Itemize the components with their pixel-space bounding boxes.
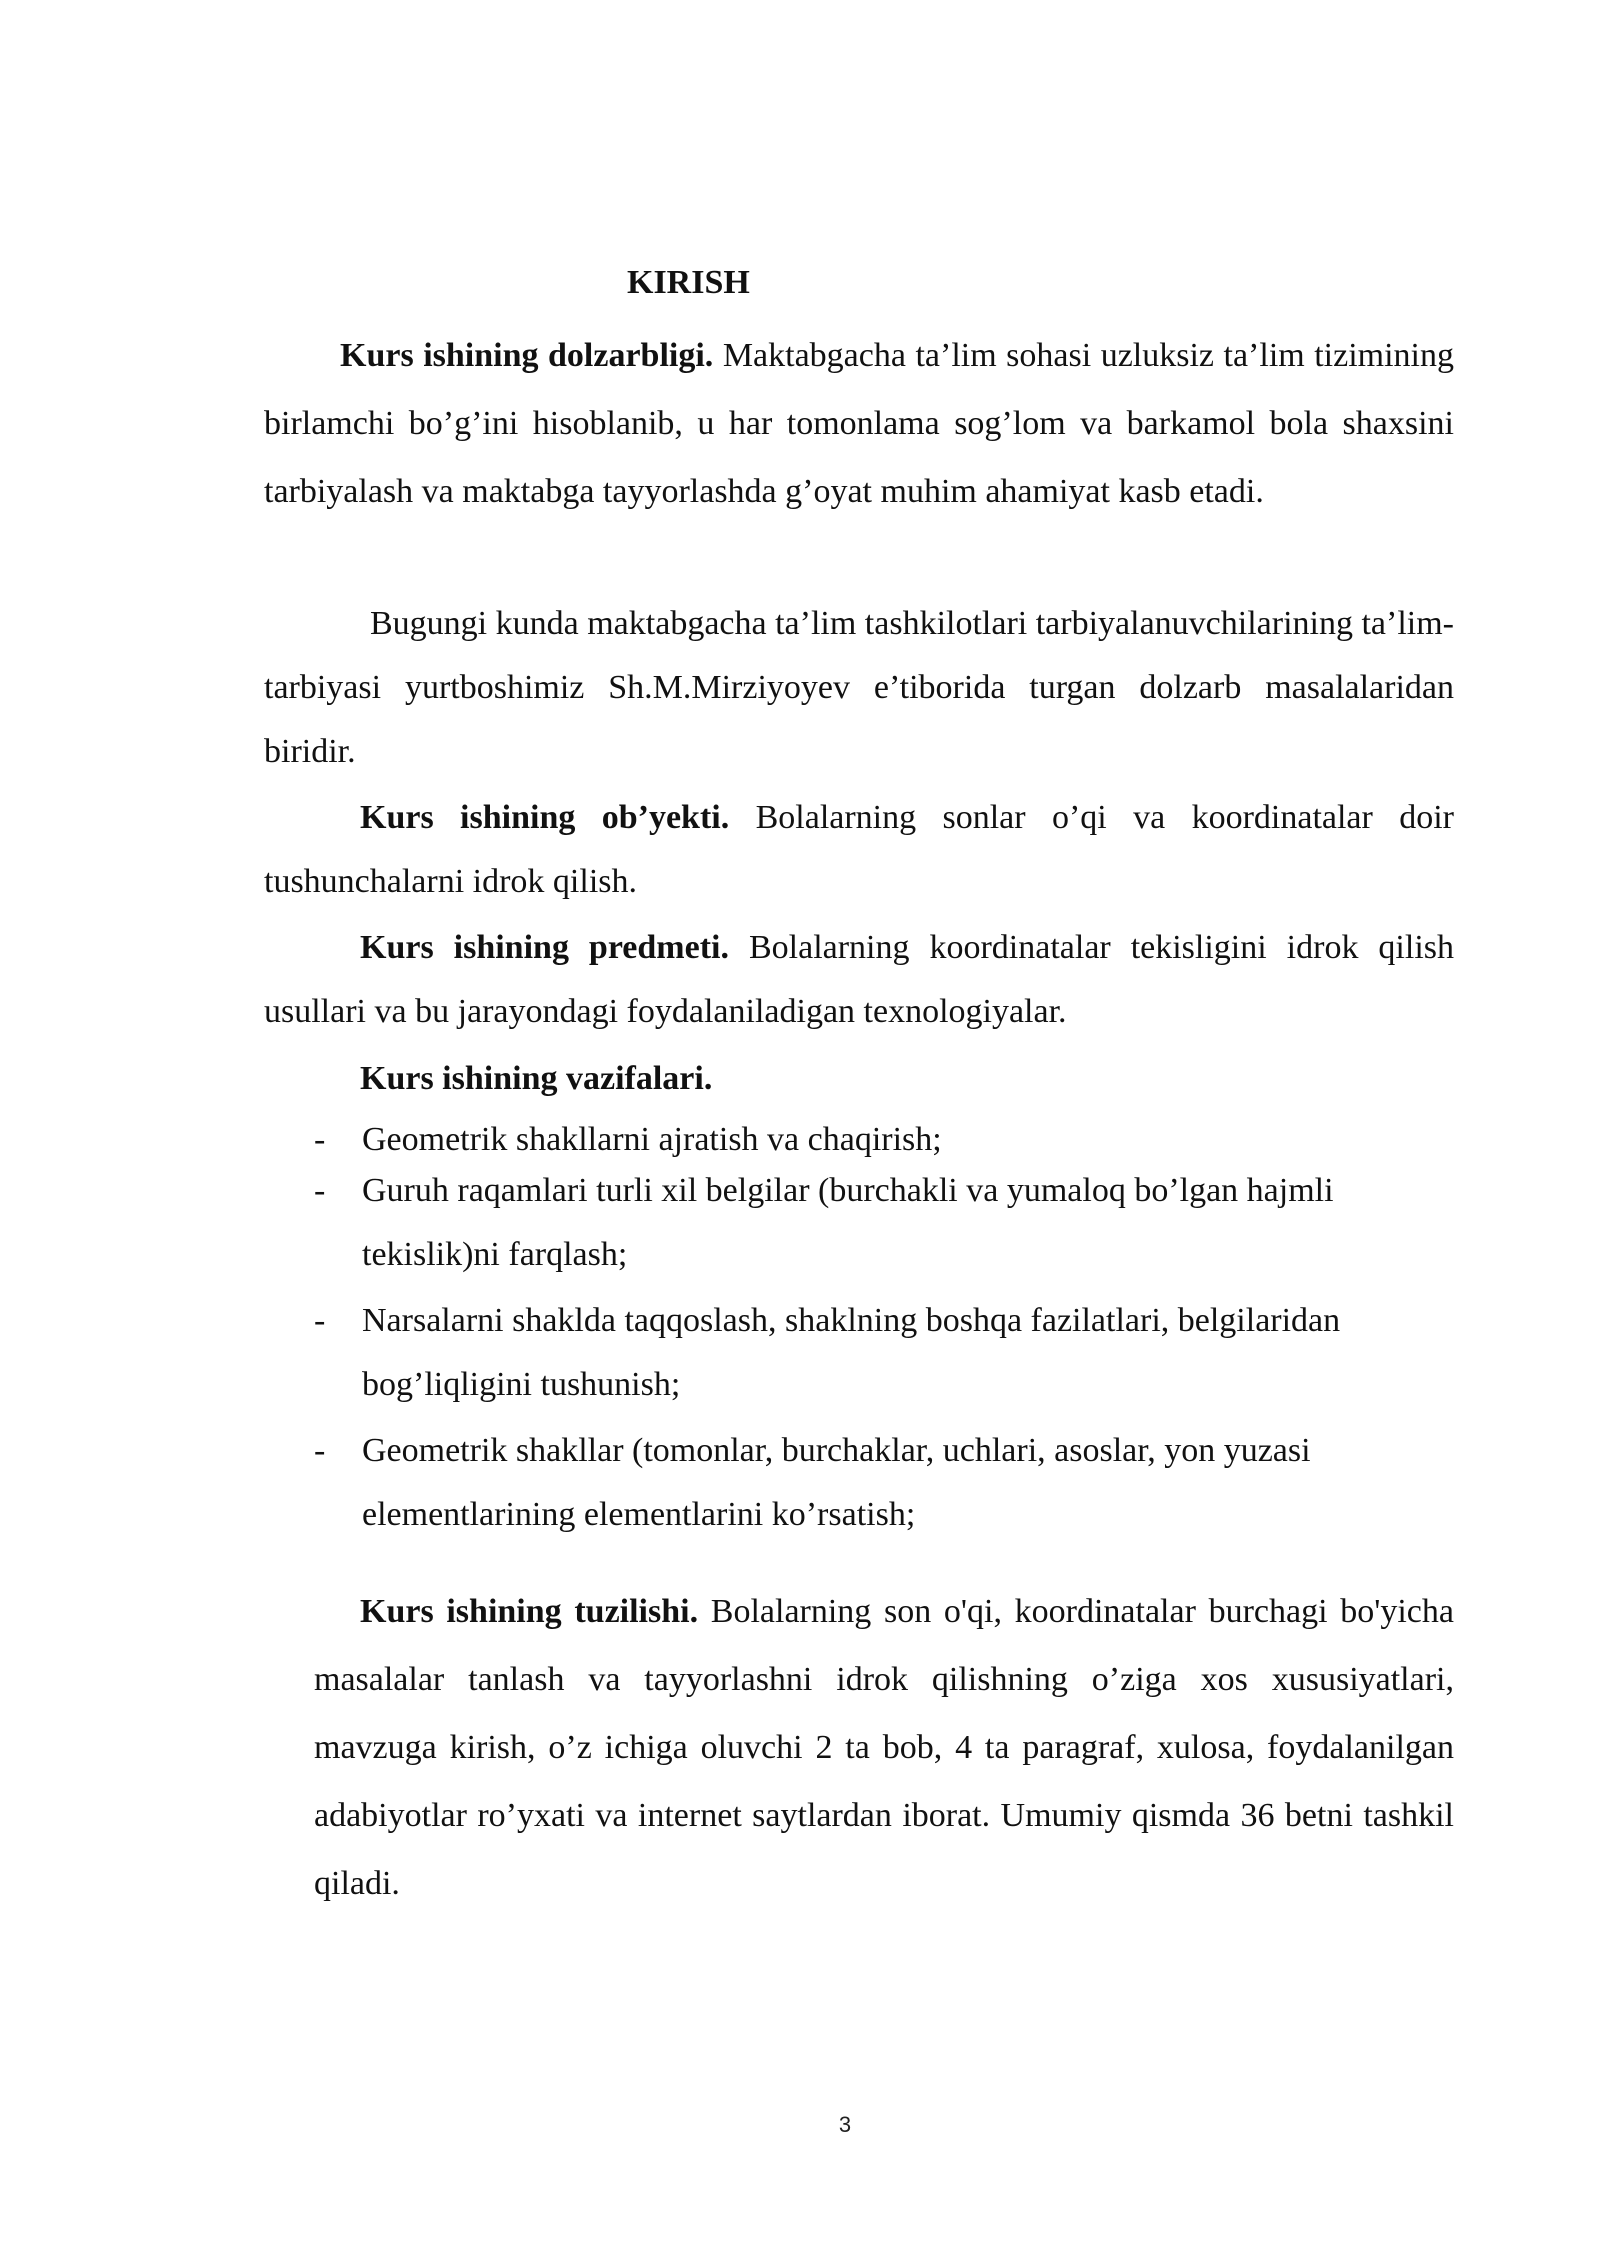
list-item-text: Narsalarni shaklda taqqoslash, shaklning boshqa fazilatlari, belgilaridan bog’liqligini tushunish; [362,1302,1341,1403]
list-item [300,1289,1460,1417]
list-item [300,1419,1460,1547]
paragraph-predmet [264,916,1454,1044]
heading-obyekt: Kurs ishining ob’yekti. [360,799,730,836]
heading-predmet: Kurs ishining predmeti. [360,929,729,966]
page-number: 3 [838,2112,852,2137]
list-item-text: Guruh raqamlari turli xil belgilar (burchakli va yumaloq bo’lgan hajmli tekislik)ni farqlash; [362,1172,1334,1273]
list-bullet: - [314,1432,326,1469]
list-bullet: - [314,1302,326,1339]
page-title: KIRISH [627,264,750,301]
heading-dolzarblik: Kurs ishining dolzarbligi. [340,337,714,374]
paragraph-dolzarblik [264,322,1454,526]
list-item-text: Geometrik shakllar (tomonlar, burchaklar, uchlari, asoslar, yon yuzasi elementlarining elementlarini ko’rsatish; [362,1432,1311,1533]
text-dolzarblik: Maktabgacha ta’lim sohasi uzluksiz ta’lim tizimining birlamchi bo’g’ini hisoblanib, u har tomonlama sog’lom va barkamol bola shaxsini tarbiyalash va maktabga tayyorlashda g’oyat muhim ahamiyat kasb etadi. [264,337,1454,510]
heading-tuzilish: Kurs ishining tuzilishi. [360,1593,699,1630]
text-bugungi: Bugungi kunda maktabgacha ta’lim tashkilotlari tarbiyalanuvchilarining ta’lim-tarbiyasi yurtboshimiz Sh.M.Mirziyoyev e’tiborida turgan dolzarb masalalaridan biridir. [264,605,1454,770]
paragraph-tuzilish [314,1578,1454,1918]
text-predmet: Bolalarning koordinatalar tekisligini idrok qilish usullari va bu jarayondagi foydalaniladigan texnologiyalar. [264,929,1454,1030]
text-tuzilish: Bolalarning son o'qi, koordinatalar burchagi bo'yicha masalalar tanlash va tayyorlashni idrok qilishning o’ziga xos xususiyatlari, mavzuga kirish, o’z ichiga oluvchi 2 ta bob, 4 ta paragraf, xulosa, foydalanilgan adabiyotlar ro’yxati va internet saytlardan iborat. Umumiy qismda 36 betni tashkil qiladi. [314,1593,1454,1902]
list-item-text: Geometrik shakllarni ajratish va chaqirish; [362,1121,942,1158]
paragraph-bugungi [264,592,1454,784]
paragraph-obyekt [264,786,1454,914]
list-bullet: - [314,1121,326,1158]
text-obyekt: Bolalarning sonlar o’qi va koordinatalar doir tushunchalarni idrok qilish. [264,799,1454,900]
tasks-list [300,1115,1460,1547]
heading-vazifalar: Kurs ishining vazifalari. [360,1060,713,1097]
list-item [300,1159,1460,1287]
list-item [300,1115,1460,1165]
list-bullet: - [314,1172,326,1209]
